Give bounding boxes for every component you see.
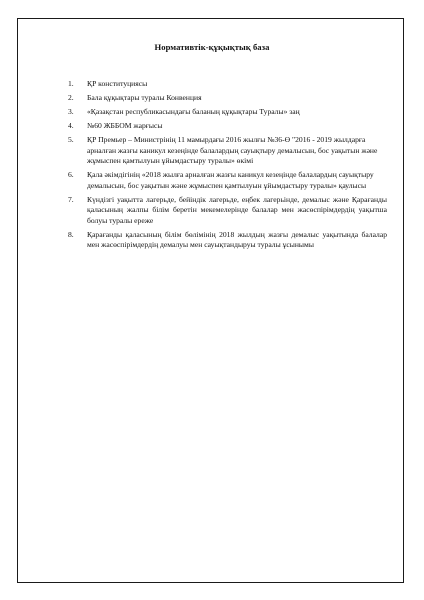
item-text: ҚР конституциясы [87, 79, 148, 88]
list-item [68, 93, 387, 104]
item-text: Бала құқықтары туралы Конвенция [87, 92, 202, 102]
item-number: 3. [68, 106, 74, 116]
list-item [68, 230, 387, 251]
regulation-list [68, 79, 387, 254]
list-item [68, 170, 387, 191]
list-item [68, 107, 387, 118]
item-number: 5. [68, 134, 74, 144]
list-item [68, 79, 387, 90]
item-number: 1. [68, 79, 74, 88]
item-number: 2. [68, 92, 74, 102]
item-number: 7. [68, 194, 74, 204]
list-item [68, 135, 387, 167]
item-text: №60 ЖББОМ жарғысы [87, 120, 163, 130]
list-item [68, 195, 387, 227]
item-text: Қарағанды қаласының білім бөлімінің 2018 жылдың жазғы демалыс уақытында балалар мен жасөспірімдердің демалуы мен сауықтандыруы туралы ұсынымы [87, 229, 387, 250]
item-text: Қала әкімдігінің «2018 жылға арналған жазғы каникул кезеңінде балалардың сауықтыру демалысын, бос уақытын және жұмыспен қамтылуын ұйымдастыру туралы» қаулысы [87, 170, 374, 190]
list-item [68, 121, 387, 132]
item-number: 4. [68, 120, 74, 130]
item-text: ҚР Премьер – Министрінің 11 мамырдағы 2016 жылғы №36-Ө "2016 - 2019 жылдарға арналған жазғы каникул кезеңінде балалардың сауықтыру демалысын, бос уақытын және жұмыспен қамтылуын ұйымдастыру туралы» өкімі [87, 134, 378, 166]
item-number: 8. [68, 229, 74, 239]
item-text: Күндізгі уақытта лагерьде, бейіндік лагерьде, еңбек лагерьінде, демалыс және Қарағанды қаласының жалпы білім беретін мекемелерінде балалар мен жасөспірімдердің уақытша болуы туралы ереже [87, 194, 387, 225]
item-text: «Қазақстан республикасындағы баланың құқықтары Туралы» заң [87, 106, 300, 116]
document-title: Нормативтік-құқықтық база [154, 42, 270, 52]
item-number: 6. [68, 170, 74, 180]
